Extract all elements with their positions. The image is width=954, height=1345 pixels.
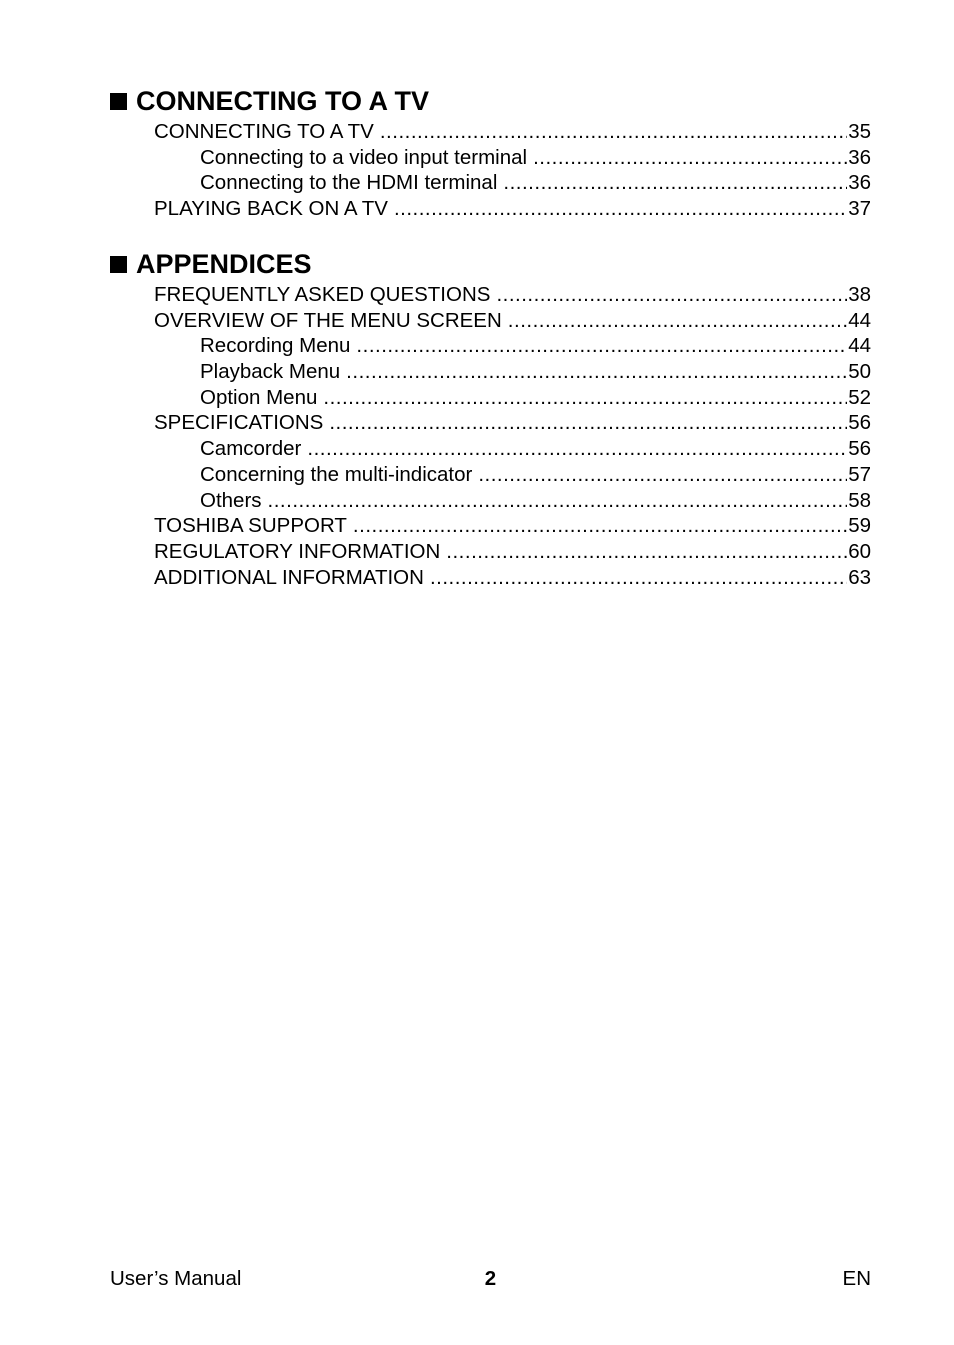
toc-entry-label: Recording Menu <box>200 334 351 358</box>
toc-entry-label: PLAYING BACK ON A TV <box>154 197 388 221</box>
dot-leader <box>446 539 847 565</box>
dot-leader <box>496 282 847 308</box>
toc-entry-page: 63 <box>848 565 871 589</box>
square-bullet-icon <box>110 256 127 273</box>
section-title: APPENDICES <box>136 249 312 279</box>
toc-entry-page: 37 <box>848 197 871 221</box>
toc-entry-page: 38 <box>848 283 871 306</box>
toc-entry-label: TOSHIBA SUPPORT <box>154 514 347 538</box>
toc-section-appendices <box>110 247 871 590</box>
dot-leader <box>268 488 848 514</box>
toc-subentry[interactable] <box>110 436 871 462</box>
toc-entry-label: Camcorder <box>200 437 302 461</box>
section-title: CONNECTING TO A TV <box>136 86 430 116</box>
toc-entry-label: ADDITIONAL INFORMATION <box>154 565 424 589</box>
toc-entry-page: 50 <box>848 360 871 384</box>
dot-leader <box>356 333 847 359</box>
toc-entry-label: Concerning the multi-indicator <box>200 462 473 486</box>
toc-entry-label: Others <box>200 488 262 512</box>
section-heading <box>110 247 871 281</box>
toc-entry-page: 44 <box>848 334 871 358</box>
toc-entry-label: SPECIFICATIONS <box>154 411 324 435</box>
footer-language: EN <box>842 1267 871 1290</box>
toc-entry[interactable] <box>110 513 871 539</box>
toc-entry-page: 59 <box>848 514 871 538</box>
toc-entry-label: OVERVIEW OF THE MENU SCREEN <box>154 308 502 332</box>
page-number: 2 <box>484 1267 497 1290</box>
toc-entry[interactable] <box>110 282 871 308</box>
toc-entry-label: Connecting to a video input terminal <box>200 145 528 169</box>
toc-entry-page: 36 <box>848 145 871 169</box>
dot-leader <box>380 119 847 145</box>
toc-entry-page: 58 <box>848 488 871 512</box>
toc-entry-page: 36 <box>848 171 871 195</box>
square-bullet-icon <box>110 93 127 110</box>
toc-subentry[interactable] <box>110 385 871 411</box>
toc-entry[interactable] <box>110 196 871 222</box>
dot-leader <box>307 436 847 462</box>
toc-subentry[interactable] <box>110 359 871 385</box>
toc-entry[interactable] <box>110 565 871 591</box>
dot-leader <box>323 385 847 411</box>
dot-leader <box>503 170 847 196</box>
toc-subentry[interactable] <box>110 145 871 171</box>
dot-leader <box>430 565 847 591</box>
toc-entry-page: 60 <box>848 539 871 563</box>
toc-entry-label: Connecting to the HDMI terminal <box>200 171 498 195</box>
toc-entry-label: CONNECTING TO A TV <box>154 120 374 143</box>
toc-entry-page: 57 <box>848 462 871 486</box>
toc-entry-label: Option Menu <box>200 385 318 409</box>
toc-entry[interactable] <box>110 410 871 436</box>
toc-section-connecting <box>110 84 871 222</box>
dot-leader <box>394 196 847 222</box>
footer-manual-title: User’s Manual <box>110 1267 242 1290</box>
page-footer <box>110 1266 871 1292</box>
toc-subentry[interactable] <box>110 333 871 359</box>
toc-entry-label: Playback Menu <box>200 360 341 384</box>
toc-subentry[interactable] <box>110 488 871 514</box>
toc-entry-page: 56 <box>848 411 871 435</box>
toc-entry-label: FREQUENTLY ASKED QUESTIONS <box>154 283 491 306</box>
toc-entry-page: 35 <box>848 120 871 143</box>
dot-leader <box>508 308 847 334</box>
toc-entry-label: REGULATORY INFORMATION <box>154 539 441 563</box>
dot-leader <box>346 359 847 385</box>
dot-leader <box>478 462 847 488</box>
toc-entry[interactable] <box>110 119 871 145</box>
toc-entry[interactable] <box>110 539 871 565</box>
dot-leader <box>329 410 847 436</box>
toc-entry[interactable] <box>110 308 871 334</box>
dot-leader <box>353 513 847 539</box>
section-heading <box>110 84 871 118</box>
toc-entry-page: 56 <box>848 437 871 461</box>
dot-leader <box>533 145 847 171</box>
toc-subentry[interactable] <box>110 170 871 196</box>
toc-entry-page: 44 <box>848 308 871 332</box>
toc-subentry[interactable] <box>110 462 871 488</box>
toc-entry-page: 52 <box>848 385 871 409</box>
